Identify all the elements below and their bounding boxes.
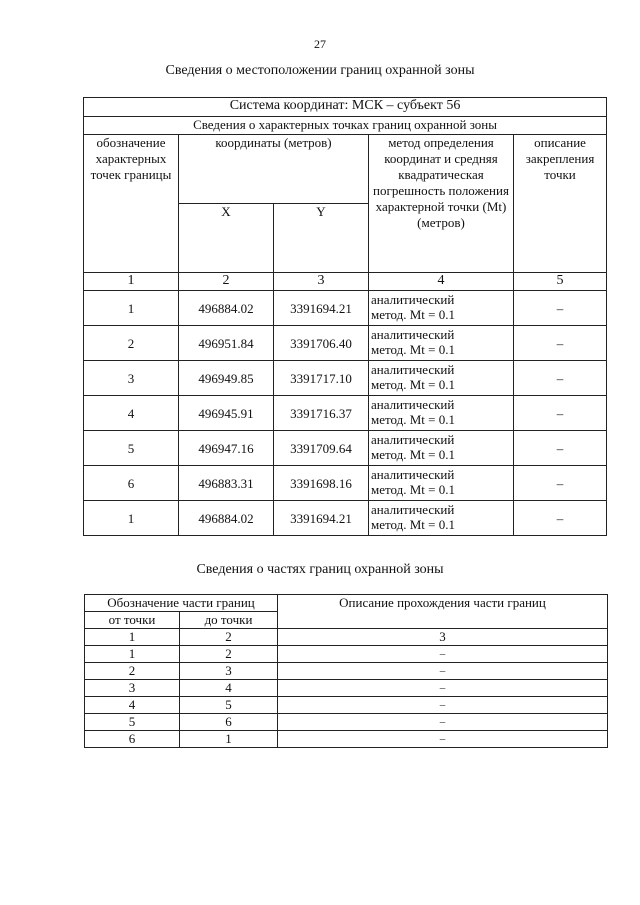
from-cell: 1 [85, 646, 180, 663]
method-cell [369, 291, 514, 326]
column-number: 2 [179, 273, 274, 291]
section-title-parts: Сведения о частях границ охранной зоны [196, 562, 444, 577]
method-cell [369, 396, 514, 431]
fixing-cell: – [514, 291, 607, 326]
method-cell [369, 361, 514, 396]
x-cell: 496945.91 [179, 396, 274, 431]
method-line: аналитический [371, 467, 455, 482]
desc-cell: – [278, 680, 608, 697]
desc-cell: – [278, 697, 608, 714]
method-cell [369, 466, 514, 501]
header-y: Y [274, 204, 369, 273]
column-number: 1 [84, 273, 179, 291]
point-cell: 1 [84, 501, 179, 536]
point-cell: 2 [84, 326, 179, 361]
header-to-point: до точки [180, 612, 278, 629]
table-row [84, 466, 607, 501]
column-number: 3 [278, 629, 608, 646]
column-number: 4 [369, 273, 514, 291]
method-line: аналитический [371, 327, 455, 342]
from-cell: 5 [85, 714, 180, 731]
table-row [84, 326, 607, 361]
header-method: метод определения координат и средняя квадратическая погрешность положения характерной точки (Mt) (метров) [369, 135, 514, 273]
method-line: метод. Mt = 0.1 [371, 307, 455, 322]
desc-cell: – [278, 714, 608, 731]
header-part-designation: Обозначение части границ [85, 595, 278, 612]
y-cell: 3391709.64 [274, 431, 369, 466]
fixing-cell: – [514, 326, 607, 361]
header-coordinates: координаты (метров) [179, 135, 369, 204]
y-cell: 3391698.16 [274, 466, 369, 501]
from-cell: 6 [85, 731, 180, 748]
x-cell: 496951.84 [179, 326, 274, 361]
table-info-cell: Сведения о характерных точках границ охранной зоны [84, 117, 607, 135]
table-row [84, 396, 607, 431]
from-cell: 2 [85, 663, 180, 680]
fixing-cell: – [514, 501, 607, 536]
coordinate-system-cell: Система координат: МСК – субъект 56 [84, 98, 607, 117]
point-cell: 6 [84, 466, 179, 501]
table-row [84, 431, 607, 466]
to-cell: 1 [180, 731, 278, 748]
method-line: аналитический [371, 502, 455, 517]
method-line: метод. Mt = 0.1 [371, 517, 455, 532]
point-cell: 4 [84, 396, 179, 431]
from-cell: 4 [85, 697, 180, 714]
point-cell: 1 [84, 291, 179, 326]
table-row [84, 501, 607, 536]
table-row [85, 697, 608, 714]
y-cell: 3391706.40 [274, 326, 369, 361]
table-row [85, 646, 608, 663]
fixing-cell: – [514, 431, 607, 466]
point-cell: 3 [84, 361, 179, 396]
to-cell: 6 [180, 714, 278, 731]
desc-cell: – [278, 663, 608, 680]
table-row [85, 731, 608, 748]
page-number: 27 [314, 37, 326, 51]
method-line: метод. Mt = 0.1 [371, 482, 455, 497]
column-number: 3 [274, 273, 369, 291]
section-title-location: Сведения о местоположении границ охранной зоны [165, 63, 475, 78]
desc-cell: – [278, 731, 608, 748]
x-cell: 496884.02 [179, 291, 274, 326]
method-cell [369, 431, 514, 466]
y-cell: 3391694.21 [274, 291, 369, 326]
coordinates-table [83, 97, 607, 536]
x-cell: 496947.16 [179, 431, 274, 466]
to-cell: 5 [180, 697, 278, 714]
method-line: метод. Mt = 0.1 [371, 342, 455, 357]
column-number: 1 [85, 629, 180, 646]
method-cell [369, 326, 514, 361]
point-cell: 5 [84, 431, 179, 466]
to-cell: 3 [180, 663, 278, 680]
header-x: X [179, 204, 274, 273]
header-part-description: Описание прохождения части границ [278, 595, 608, 629]
method-line: аналитический [371, 432, 455, 447]
header-fixing: описание закрепления точки [514, 135, 607, 273]
fixing-cell: – [514, 466, 607, 501]
to-cell: 2 [180, 646, 278, 663]
desc-cell: – [278, 646, 608, 663]
header-from-point: от точки [85, 612, 180, 629]
method-line: аналитический [371, 397, 455, 412]
table-row [84, 291, 607, 326]
from-cell: 3 [85, 680, 180, 697]
fixing-cell: – [514, 396, 607, 431]
to-cell: 4 [180, 680, 278, 697]
fixing-cell: – [514, 361, 607, 396]
table-row [85, 714, 608, 731]
boundary-parts-table [84, 594, 608, 748]
table-row [85, 680, 608, 697]
y-cell: 3391716.37 [274, 396, 369, 431]
method-line: метод. Mt = 0.1 [371, 377, 455, 392]
y-cell: 3391694.21 [274, 501, 369, 536]
column-number: 2 [180, 629, 278, 646]
method-line: аналитический [371, 362, 455, 377]
x-cell: 496883.31 [179, 466, 274, 501]
table-row [84, 361, 607, 396]
y-cell: 3391717.10 [274, 361, 369, 396]
method-line: метод. Mt = 0.1 [371, 447, 455, 462]
method-line: аналитический [371, 292, 455, 307]
x-cell: 496884.02 [179, 501, 274, 536]
column-number: 5 [514, 273, 607, 291]
table-row [85, 663, 608, 680]
method-line: метод. Mt = 0.1 [371, 412, 455, 427]
header-designation: обозначение характерных точек границы [84, 135, 179, 273]
method-cell [369, 501, 514, 536]
x-cell: 496949.85 [179, 361, 274, 396]
